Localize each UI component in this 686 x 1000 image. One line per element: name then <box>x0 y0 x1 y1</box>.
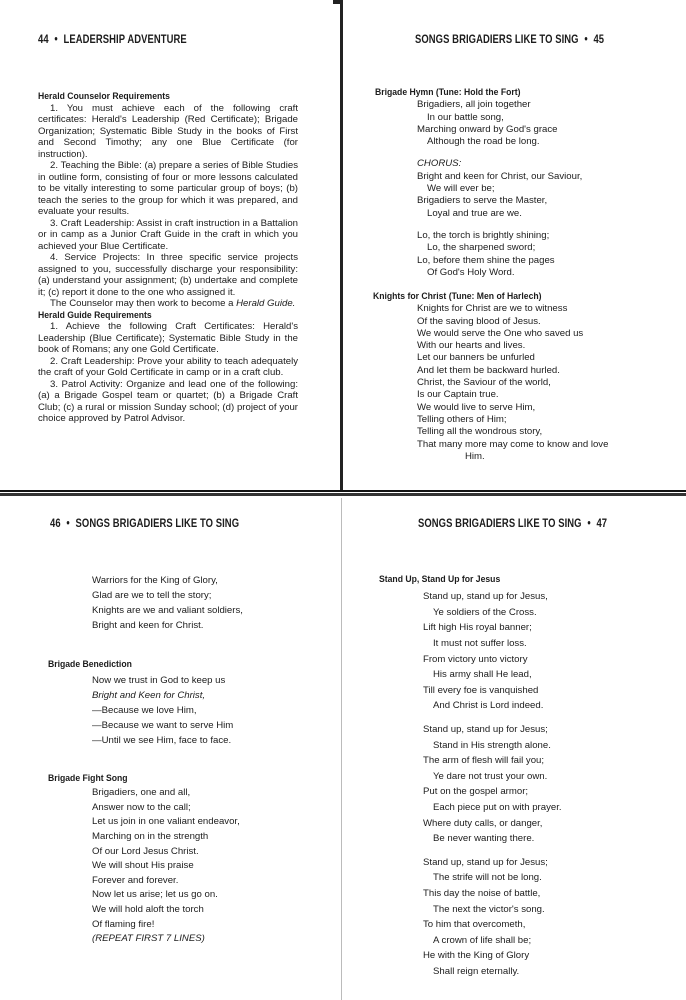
lyric-line: To him that overcometh, <box>423 919 526 931</box>
guide-item: 3. Patrol Activity: Organize and lead one of the following: (a) a Brigade Gospel team or quartet; (b) a Brigade Craft Club; (c) a rural or mission Sunday school; (d) project of your choice approved by Patrol Advisor. <box>38 378 298 424</box>
requirements-text <box>38 91 298 425</box>
page-44 <box>0 0 342 490</box>
lyric-line: Telling all the wondrous story, <box>417 426 543 438</box>
lyric-line: Forever and forever. <box>92 874 179 886</box>
guide-item: 2. Craft Leadership: Prove your ability to teach adequately the craft of your Gold Certificate in camp or in a craft club. <box>38 355 298 378</box>
lyric-line: From victory unto victory <box>423 653 528 665</box>
page-title: SONGS BRIGADIERS LIKE TO SING <box>415 34 579 46</box>
song-title: Brigade Fight Song <box>48 772 128 783</box>
lyric-line: —Because we love Him, <box>92 705 197 717</box>
lyric-line: That many more may come to know and love <box>417 438 609 450</box>
brigade-benediction <box>48 658 233 748</box>
lyric-line: And Christ is Lord indeed. <box>433 700 544 712</box>
counselor-item: 2. Teaching the Bible: (a) prepare a series of Bible Studies in outline form, consisting of four or more lessons calculated to be vitally interesting to some particular group of boys; (b) teach the series to the group for which it was prepared, and evaluate your results. <box>38 160 298 217</box>
lyric-line: Warriors for the King of Glory, <box>92 575 218 586</box>
lyric-line: Ye soldiers of the Cross. <box>433 606 537 618</box>
lyric-line: Lo, the sharpened sword; <box>427 242 536 254</box>
counselor-item: 4. Service Projects: In three specific service projects assigned to you, successfully discharge your responsibility: (a) understand your assignment; (b) undertake and complete it; (c) report it done to the one who assigned it. <box>38 252 298 298</box>
lyric-line: In our battle song, <box>427 111 504 123</box>
song-title: Stand Up, Stand Up for Jesus <box>379 573 501 584</box>
lyric-line: Lo, the torch is brightly shining; <box>417 229 550 241</box>
lyric-line: Of our Lord Jesus Christ. <box>92 845 199 857</box>
lyric-line: Stand up, stand up for Jesus; <box>423 724 548 736</box>
page-number: 44 <box>38 34 49 46</box>
page-title: LEADERSHIP ADVENTURE <box>63 34 187 46</box>
lyric-line: Marching onward by God's grace <box>417 123 558 135</box>
song-title: Brigade Benediction <box>48 658 132 669</box>
lyric-line: Of God's Holy Word. <box>427 266 515 278</box>
lyric-line: The strife will not be long. <box>433 872 542 884</box>
page-number: 45 <box>593 34 605 46</box>
lyric-line: Glad are we to tell the story; <box>92 590 212 601</box>
knights-for-christ <box>373 290 608 463</box>
lyric-line: Stand up, stand up for Jesus, <box>423 591 548 603</box>
lyric-line: And let them be backward hurled. <box>417 364 560 376</box>
lyric-line: Loyal and true are we. <box>427 207 522 219</box>
page-45 <box>343 0 686 490</box>
page-header: SONGS BRIGADIERS LIKE TO SING • 45 <box>415 34 605 46</box>
guide-heading: Herald Guide Requirements <box>38 309 152 321</box>
lyric-line: The next the victor's song. <box>433 903 545 915</box>
lyric-line: Brigadiers to serve the Master, <box>417 195 548 207</box>
lyric-line: This day the noise of battle, <box>423 887 541 899</box>
lyric-line: Knights for Christ are we to witness <box>417 303 568 315</box>
lyric-line: Let us join in one valiant endeavor, <box>92 816 240 828</box>
page-header: 44 • LEADERSHIP ADVENTURE <box>38 34 187 46</box>
lyric-line: Although the road be long. <box>427 136 540 148</box>
lyric-line: Bright and Keen for Christ, <box>92 690 206 702</box>
lyric-line: Till every foe is vanquished <box>423 684 539 696</box>
song-title: Brigade Hymn (Tune: Hold the Fort) <box>375 86 521 97</box>
lyric-line: Lift high His royal banner; <box>423 622 532 634</box>
repeat-note: (REPEAT FIRST 7 LINES) <box>92 933 205 945</box>
lyric-line: Each piece put on with prayer. <box>433 802 562 814</box>
lyric-line: Be never wanting there. <box>433 833 535 845</box>
lyric-line: Bright and keen for Christ. <box>92 620 204 631</box>
page-header: SONGS BRIGADIERS LIKE TO SING • 47 <box>418 518 608 530</box>
lyric-line: Where duty calls, or danger, <box>423 817 543 829</box>
counselor-item: 1. You must achieve each of the following craft certificates: Herald's Leadership (Red Certificate); Brigade Organization; Systematic Bible Study in the books of First and Second Timothy; any one Blue Certificate (for instruction). <box>38 102 298 160</box>
song-title: Knights for Christ (Tune: Men of Harlech) <box>373 290 542 301</box>
page-47 <box>343 498 686 1000</box>
lyric-line: Christ, the Saviour of the world, <box>417 377 551 389</box>
lyric-line: We will hold aloft the torch <box>92 904 204 916</box>
page-number: 47 <box>596 518 608 530</box>
lyric-line: His army shall He lead, <box>433 669 532 681</box>
page-46 <box>0 498 342 1000</box>
lyric-line: It must not suffer loss. <box>433 638 527 650</box>
counselor-note: The Counselor may then work to become a Herald Guide. <box>50 298 296 309</box>
lyric-line: Lo, before them shine the pages <box>417 254 555 266</box>
lyric-line: He with the King of Glory <box>423 950 530 962</box>
knights-continued <box>92 573 243 633</box>
page-divider-horizontal <box>0 490 686 496</box>
lyric-line: Brigadiers, one and all, <box>92 787 191 799</box>
lyric-line: Of flaming fire! <box>92 918 155 930</box>
lyric-line: We would live to serve Him, <box>417 401 536 413</box>
guide-item: 1. Achieve the following Craft Certificates: Herald's Leadership (Blue Certificate); Systematic Bible Study in the book of Romans; any one Gold Certificate. <box>38 321 298 355</box>
lyric-line: Stand in His strength alone. <box>433 739 551 751</box>
lyric-line: Brigadiers, all join together <box>417 99 531 111</box>
lyric-line: Now we trust in God to keep us <box>92 675 226 687</box>
lyric-line: Shall reign eternally. <box>433 965 520 977</box>
stand-up-for-jesus <box>379 573 562 980</box>
lyric-line: Telling others of Him; <box>417 413 507 425</box>
lyric-line: Stand up, stand up for Jesus; <box>423 856 548 868</box>
chorus-label: CHORUS: <box>417 158 462 170</box>
lyric-line: —Until we see Him, face to face. <box>92 735 232 747</box>
lyric-line: Now let us arise; let us go on. <box>92 889 218 901</box>
counselor-item: 3. Craft Leadership: Assist in craft instruction in a Battalion or in camp as a Junior Craft Guide in the craft in which you achieved your Blue Certificate. <box>38 217 298 252</box>
lyric-line: We would serve the One who saved us <box>417 327 584 339</box>
lyric-line: Of the saving blood of Jesus. <box>417 315 541 327</box>
lyric-line: Bright and keen for Christ, our Saviour, <box>417 170 583 182</box>
lyric-line: Knights are we and valiant soldiers, <box>92 605 243 616</box>
lyric-line: Is our Captain true. <box>417 389 499 401</box>
lyric-line: We will ever be; <box>427 183 495 195</box>
lyric-line: We will shout His praise <box>92 860 194 872</box>
lyric-line: —Because we want to serve Him <box>92 720 234 732</box>
lyric-line: The arm of flesh will fail you; <box>423 755 545 767</box>
lyric-line: With our hearts and lives. <box>417 340 526 352</box>
page-number: 46 <box>50 518 61 530</box>
lyric-line: Marching on in the strength <box>92 831 209 843</box>
page-title: SONGS BRIGADIERS LIKE TO SING <box>418 518 582 530</box>
page-title: SONGS BRIGADIERS LIKE TO SING <box>75 518 240 530</box>
lyric-line: Let our banners be unfurled <box>417 352 535 364</box>
counselor-heading: Herald Counselor Requirements <box>38 91 170 102</box>
lyric-line: Him. <box>465 450 485 462</box>
lyric-line: Answer now to the call; <box>92 801 191 813</box>
page-header: 46 • SONGS BRIGADIERS LIKE TO SING <box>50 518 240 530</box>
lyric-line: Put on the gospel armor; <box>423 786 529 798</box>
lyric-line: A crown of life shall be; <box>433 934 532 946</box>
lyric-line: Ye dare not trust your own. <box>433 770 548 782</box>
brigade-hymn <box>375 86 582 279</box>
brigade-fight-song <box>48 772 240 947</box>
